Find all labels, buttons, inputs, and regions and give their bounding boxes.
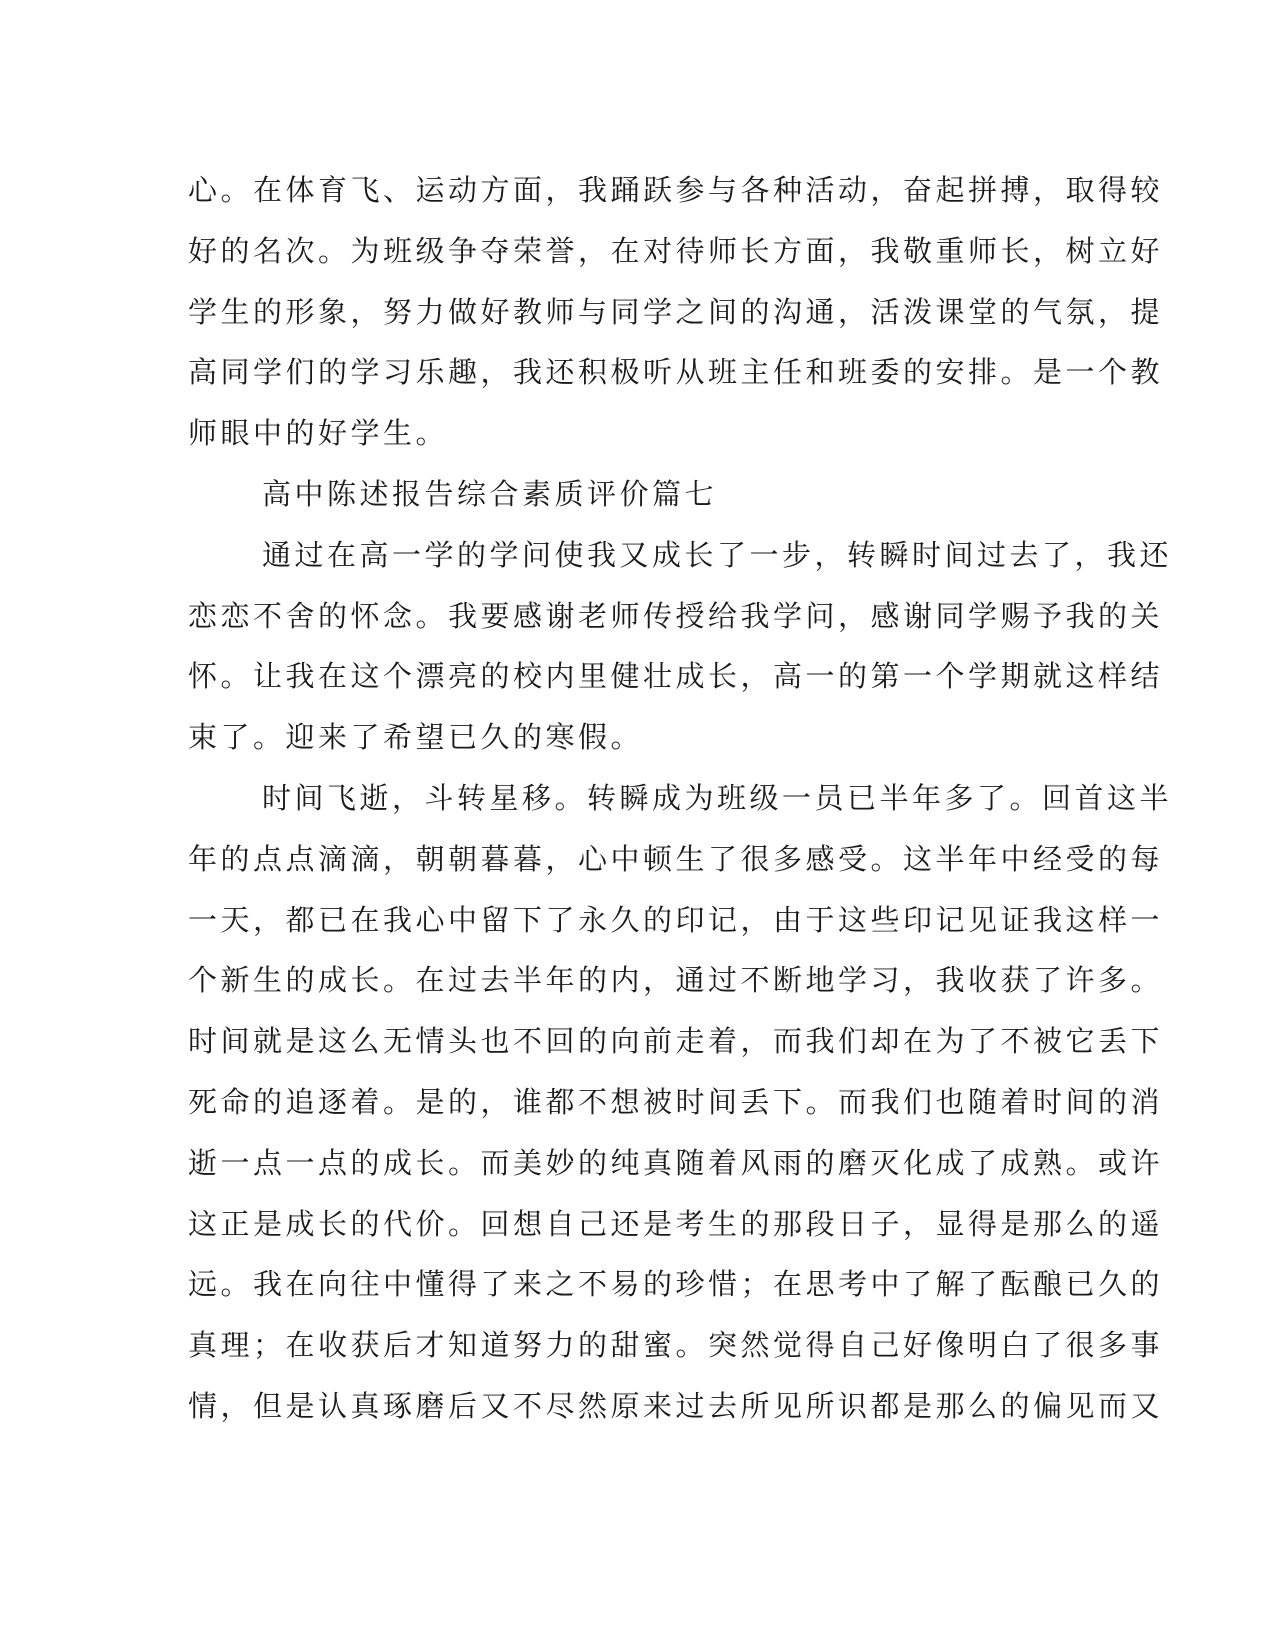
text-line: 时间飞逝，斗转星移。转瞬成为班级一员已半年多了。回首这半 — [262, 780, 1173, 815]
text-line: 怀。让我在这个漂亮的校内里健壮成长，高一的第一个学期就这样结 — [188, 659, 1164, 694]
text-line: 年的点点滴滴，朝朝暮暮，心中顿生了很多感受。这半年中经受的每 — [188, 841, 1164, 876]
section-heading: 高中陈述报告综合素质评价篇七 — [262, 476, 718, 511]
text-line: 个新生的成长。在过去半年的内，通过不断地学习，我收获了许多。 — [188, 963, 1164, 998]
text-line: 这正是成长的代价。回想自己还是考生的那段日子，显得是那么的遥 — [188, 1206, 1164, 1241]
text-line: 逝一点一点的成长。而美妙的纯真随着风雨的磨灭化成了成熟。或许 — [188, 1145, 1164, 1180]
text-line: 时间就是这么无情头也不回的向前走着，而我们却在为了不被它丢下 — [188, 1024, 1164, 1059]
text-line: 死命的追逐着。是的，谁都不想被时间丢下。而我们也随着时间的消 — [188, 1084, 1164, 1119]
text-line: 师眼中的好学生。 — [188, 416, 449, 451]
text-line: 真理；在收获后才知道努力的甜蜜。突然觉得自己好像明白了很多事 — [188, 1328, 1164, 1363]
text-line: 情，但是认真琢磨后又不尽然原来过去所见所识都是那么的偏见而又 — [188, 1388, 1164, 1423]
text-line: 高同学们的学习乐趣，我还积极听从班主任和班委的安排。是一个教 — [188, 355, 1164, 390]
document-body — [188, 160, 1173, 1437]
text-line: 好的名次。为班级争夺荣誉，在对待师长方面，我敬重师长，树立好 — [188, 233, 1164, 268]
text-line: 远。我在向往中懂得了来之不易的珍惜；在思考中了解了酝酿已久的 — [188, 1267, 1164, 1302]
text-line: 束了。迎来了希望已久的寒假。 — [188, 720, 644, 755]
text-line: 心。在体育飞、运动方面，我踊跃参与各种活动，奋起拼搏，取得较 — [188, 173, 1164, 207]
text-line: 一天，都已在我心中留下了永久的印记，由于这些印记见证我这样一 — [188, 902, 1164, 937]
text-line: 通过在高一学的学问使我又成长了一步，转瞬时间过去了，我还 — [262, 537, 1173, 572]
text-line: 恋恋不舍的怀念。我要感谢老师传授给我学问，感谢同学赐予我的关 — [188, 598, 1164, 633]
text-line: 学生的形象，努力做好教师与同学之间的沟通，活泼课堂的气氛，提 — [188, 294, 1164, 329]
